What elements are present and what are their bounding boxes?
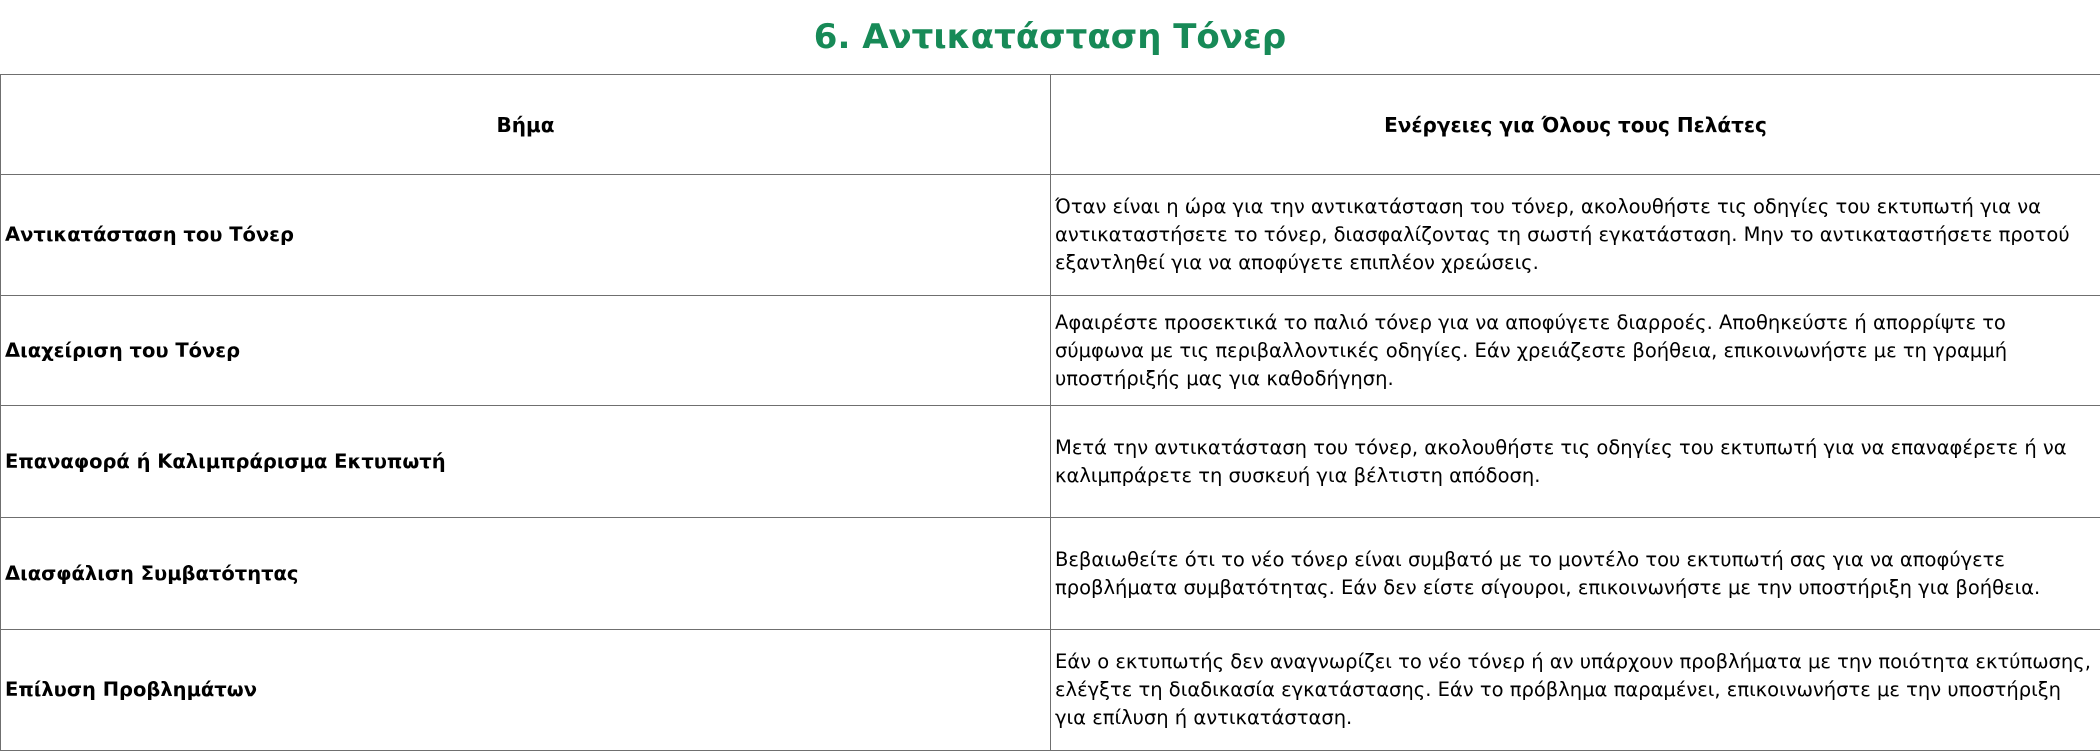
step-cell: Διασφάλιση Συμβατότητας [1, 518, 1051, 630]
table-row [1, 406, 2100, 518]
action-cell: Μετά την αντικατάσταση του τόνερ, ακολουθήστε τις οδηγίες του εκτυπωτή για να επαναφέρετε ή να καλιμπράρετε τη συσκευή για βέλτιστη απόδοση. [1051, 406, 2100, 518]
action-cell: Όταν είναι η ώρα για την αντικατάσταση του τόνερ, ακολουθήστε τις οδηγίες του εκτυπωτή για να αντικαταστήσετε το τόνερ, διασφαλίζοντας τη σωστή εγκατάσταση. Μην το αντικαταστήσετε προτού εξαντληθεί για να αποφύγετε επιπλέον χρεώσεις. [1051, 175, 2100, 296]
table-row [1, 518, 2100, 630]
action-cell: Εάν ο εκτυπωτής δεν αναγνωρίζει το νέο τόνερ ή αν υπάρχουν προβλήματα με την ποιότητα εκτύπωσης, ελέγξτε τη διαδικασία εγκατάστασης. Εάν το πρόβλημα παραμένει, επικοινωνήστε με την υποστήριξη για επίλυση ή αντικατάσταση. [1051, 630, 2100, 751]
page-title: 6. Αντικατάσταση Τόνερ [0, 0, 2100, 74]
step-cell: Αντικατάσταση του Τόνερ [1, 175, 1051, 296]
header-action: Ενέργειες για Όλους τους Πελάτες [1051, 75, 2100, 175]
table-row [1, 175, 2100, 296]
step-cell: Διαχείριση του Τόνερ [1, 296, 1051, 406]
step-cell: Επίλυση Προβλημάτων [1, 630, 1051, 751]
toner-replacement-table [0, 74, 2100, 751]
table-row [1, 630, 2100, 751]
step-cell: Επαναφορά ή Καλιμπράρισμα Εκτυπωτή [1, 406, 1051, 518]
table-row [1, 296, 2100, 406]
action-cell: Βεβαιωθείτε ότι το νέο τόνερ είναι συμβατό με το μοντέλο του εκτυπωτή σας για να αποφύγετε προβλήματα συμβατότητας. Εάν δεν είστε σίγουροι, επικοινωνήστε με την υποστήριξη για βοήθεια. [1051, 518, 2100, 630]
action-cell: Αφαιρέστε προσεκτικά το παλιό τόνερ για να αποφύγετε διαρροές. Αποθηκεύστε ή απορρίψτε το σύμφωνα με τις περιβαλλοντικές οδηγίες. Εάν χρειάζεστε βοήθεια, επικοινωνήστε με τη γραμμή υποστήριξής μας για καθοδήγηση. [1051, 296, 2100, 406]
table-header-row [1, 75, 2100, 175]
header-step: Βήμα [1, 75, 1051, 175]
